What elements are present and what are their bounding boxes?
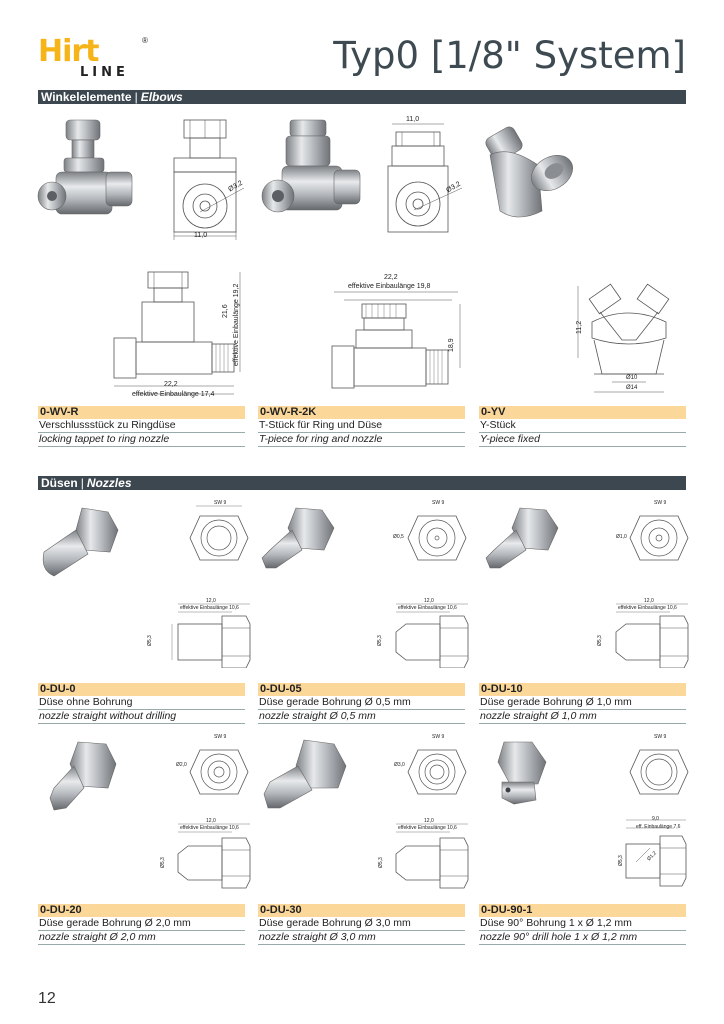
product-card-0-du-30 [258,904,465,945]
product-code: 0-DU-10 [479,683,686,696]
product-desc-de: Düse gerade Bohrung Ø 3,0 mm [258,917,465,931]
product-code: 0-WV-R-2K [258,406,465,419]
product-card-0-du-0 [38,683,245,724]
length-label: 12,0 [206,818,216,824]
product-desc-en: nozzle straight Ø 0,5 mm [258,710,465,724]
shank-diameter-label: Ø5,3 [378,857,384,868]
product-desc-en: nozzle straight Ø 2,0 mm [38,931,245,945]
nozzle-front-view-du-10 [626,500,692,576]
elbow-3d-render-2 [256,112,366,227]
elbow-drawing-1 [160,112,252,242]
product-desc-en: nozzle 90° drill hole 1 x Ø 1,2 mm [479,931,686,945]
bore-diameter-label: Ø1,0 [616,534,627,540]
section-separator: | [80,476,84,490]
section-title-en: Elbows [140,90,183,104]
nozzle-3d-render-du-90-1 [480,736,570,820]
shank-diameter-label: Ø5,3 [618,855,624,866]
product-card-0-yv [479,406,686,447]
section-title-de: Düsen [41,476,78,490]
nozzle-front-view-du-05 [404,500,470,576]
shank-diameter-label: Ø5,3 [147,635,153,646]
yv-outer-diameter: Ø14 [626,385,638,391]
product-card-0-wv-r-2k [258,406,465,447]
product-desc-en: T-piece for ring and nozzle [258,433,465,447]
product-card-0-du-90-1 [479,904,686,945]
wv-r-height: 21,6 [222,304,229,318]
eff-length-label: eff. Einbaulänge 7,6 [636,824,681,830]
shank-diameter-label: Ø5,3 [597,635,603,646]
eff-length-label: effektive Einbaulänge 10,6 [398,605,457,611]
product-code: 0-WV-R [38,406,245,419]
yv-height: 11,2 [576,320,583,334]
eff-length-label: effektive Einbaulänge 10,6 [180,605,239,611]
product-desc-de: Düse ohne Bohrung [38,696,245,710]
nozzle-3d-render-du-10 [480,500,570,580]
page-number: 12 [38,990,56,1007]
dim-width-1: 11,0 [194,232,208,239]
wv-r-2k-width: 22,2 [384,274,398,281]
bore-diameter-label: Ø0,5 [393,534,404,540]
product-code: 0-DU-30 [258,904,465,917]
y-piece-3d-render [478,115,588,230]
product-desc-de: Düse gerade Bohrung Ø 0,5 mm [258,696,465,710]
yv-inner-diameter: Ø10 [626,375,638,381]
dim-diameter-1: Ø3,2 [227,179,244,194]
logo-word: Hirt [38,34,99,69]
nozzle-front-view-du-0 [186,500,252,576]
wv-r-2k-height: 18,9 [448,338,455,352]
hirt-line-logo [38,36,150,82]
product-desc-de: Düse 90° Bohrung 1 x Ø 1,2 mm [479,917,686,931]
wrench-size-label: SW 9 [214,734,227,740]
eff-length-label: effektive Einbaulänge 10,6 [398,825,457,831]
nozzle-3d-render-du-0 [36,500,126,580]
length-label: 12,0 [424,818,434,824]
shank-diameter-label: Ø5,3 [377,635,383,646]
product-desc-de: T-Stück für Ring und Düse [258,419,465,433]
nozzle-front-view-du-30 [404,734,470,810]
length-label: 9,0 [652,816,659,822]
product-code: 0-DU-20 [38,904,245,917]
wrench-size-label: SW 9 [214,500,227,506]
wrench-size-label: SW 9 [432,734,445,740]
bore-diameter-label: Ø1,2 [646,850,658,863]
product-desc-de: Düse gerade Bohrung Ø 1,0 mm [479,696,686,710]
product-desc-en: locking tappet to ring nozzle [38,433,245,447]
product-desc-de: Düse gerade Bohrung Ø 2,0 mm [38,917,245,931]
wv-r-width: 22,2 [164,381,178,388]
dim-width-2: 11,0 [406,116,420,123]
eff-length-label: effektive Einbaulänge 10,6 [180,825,239,831]
product-code: 0-YV [479,406,686,419]
product-desc-en: Y-piece fixed [479,433,686,447]
wv-r-2k-eff-width: effektive Einbaulänge 19,8 [348,283,431,290]
nozzle-3d-render-du-30 [258,736,358,820]
section-title-en: Nozzles [86,476,132,490]
elbow-drawing-2 [376,118,468,238]
product-code: 0-DU-90-1 [479,904,686,917]
wrench-size-label: SW 9 [654,734,667,740]
product-desc-de: Y-Stück [479,419,686,433]
eff-length-label: effektive Einbaulänge 10,6 [618,605,677,611]
elbow-3d-render-1 [36,112,136,227]
wv-r-eff-height: effektive Einbaulänge 19,2 [233,283,240,366]
logo-subword: LINE [80,65,129,80]
dim-diameter-2: Ø3,2 [445,180,462,195]
drawing-0-wv-r-2k [326,290,466,392]
product-desc-en: nozzle straight Ø 3,0 mm [258,931,465,945]
nozzle-front-view-du-20 [186,734,252,810]
product-desc-de: Verschlussstück zu Ringdüse [38,419,245,433]
product-code: 0-DU-0 [38,683,245,696]
length-label: 12,0 [424,598,434,604]
section-title-de: Winkelelemente [41,90,132,104]
product-card-0-du-20 [38,904,245,945]
nozzle-3d-render-du-05 [258,500,348,580]
product-desc-en: nozzle straight without drilling [38,710,245,724]
page-title: Typ0 [1/8" System] [333,34,686,77]
bore-diameter-label: Ø2,0 [176,762,187,768]
section-header-nozzles [38,476,686,490]
length-label: 12,0 [206,598,216,604]
product-card-0-du-05 [258,683,465,724]
logo-registered-mark: ® [142,36,148,45]
nozzle-front-view-du-90-1 [626,734,692,810]
wrench-size-label: SW 9 [654,500,667,506]
product-card-0-du-10 [479,683,686,724]
wv-r-eff-width: effektive Einbaulänge 17,4 [132,391,215,398]
shank-diameter-label: Ø5,3 [160,857,166,868]
product-code: 0-DU-05 [258,683,465,696]
section-header-elbows [38,90,686,104]
bore-diameter-label: Ø3,0 [394,762,405,768]
wrench-size-label: SW 9 [432,500,445,506]
product-card-0-wv-r [38,406,245,447]
section-separator: | [134,90,138,104]
length-label: 12,0 [644,598,654,604]
product-desc-en: nozzle straight Ø 1,0 mm [479,710,686,724]
nozzle-3d-render-du-20 [36,736,126,820]
